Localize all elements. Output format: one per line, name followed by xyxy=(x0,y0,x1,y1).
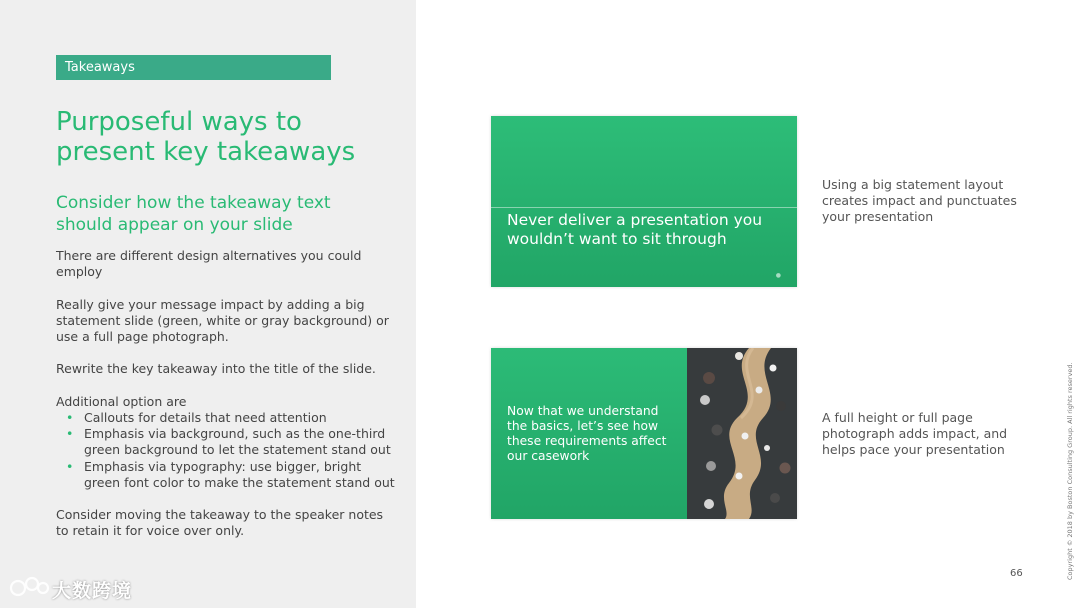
meeting-table-photo xyxy=(687,348,797,519)
body-paragraph: Additional option are xyxy=(56,393,187,409)
example-caption: A full height or full page photograph adds impact, and helps pace your presentation xyxy=(822,410,1008,458)
options-list xyxy=(56,410,396,491)
example-caption: Using a big statement layout creates impact and punctuates your presentation xyxy=(822,177,1017,225)
slide-statement: Now that we understand the basics, let’s see how these requirements affect our casework xyxy=(507,404,667,463)
slide-statement: Never deliver a presentation you wouldn’t want to sit through xyxy=(507,211,763,248)
copyright-notice: Copyright © 2018 by Boston Consulting Group. All rights reserved. xyxy=(1066,362,1074,580)
page-title: Purposeful ways to present key takeaways xyxy=(56,107,356,167)
slide-marker-icon: ● xyxy=(775,272,781,279)
watermark-text: 大数跨境 xyxy=(52,580,133,602)
example-slide-statement xyxy=(491,116,797,287)
page-number: 66 xyxy=(1010,568,1023,579)
subtitle: Consider how the takeaway text should appear on your slide xyxy=(56,193,331,235)
body-paragraph: Rewrite the key takeaway into the title of the slide. xyxy=(56,361,376,377)
example-slide-photo xyxy=(491,348,797,519)
section-tag: Takeaways xyxy=(56,55,331,80)
list-item: • Callouts for details that need attention xyxy=(84,410,396,426)
body-paragraph: Really give your message impact by adding a big statement slide (green, white or gray background) or use a full page photograph. xyxy=(56,296,389,344)
divider xyxy=(491,207,797,208)
body-text xyxy=(56,248,396,556)
body-paragraph: Consider moving the takeaway to the speaker notes to retain it for voice over only. xyxy=(56,507,384,539)
list-item: • Emphasis via typography: use bigger, bright green font color to make the statement stand out xyxy=(84,459,396,491)
body-paragraph: There are different design alternatives you could employ xyxy=(56,248,362,280)
list-item: • Emphasis via background, such as the one-third green background to let the statement stand out xyxy=(84,426,396,458)
